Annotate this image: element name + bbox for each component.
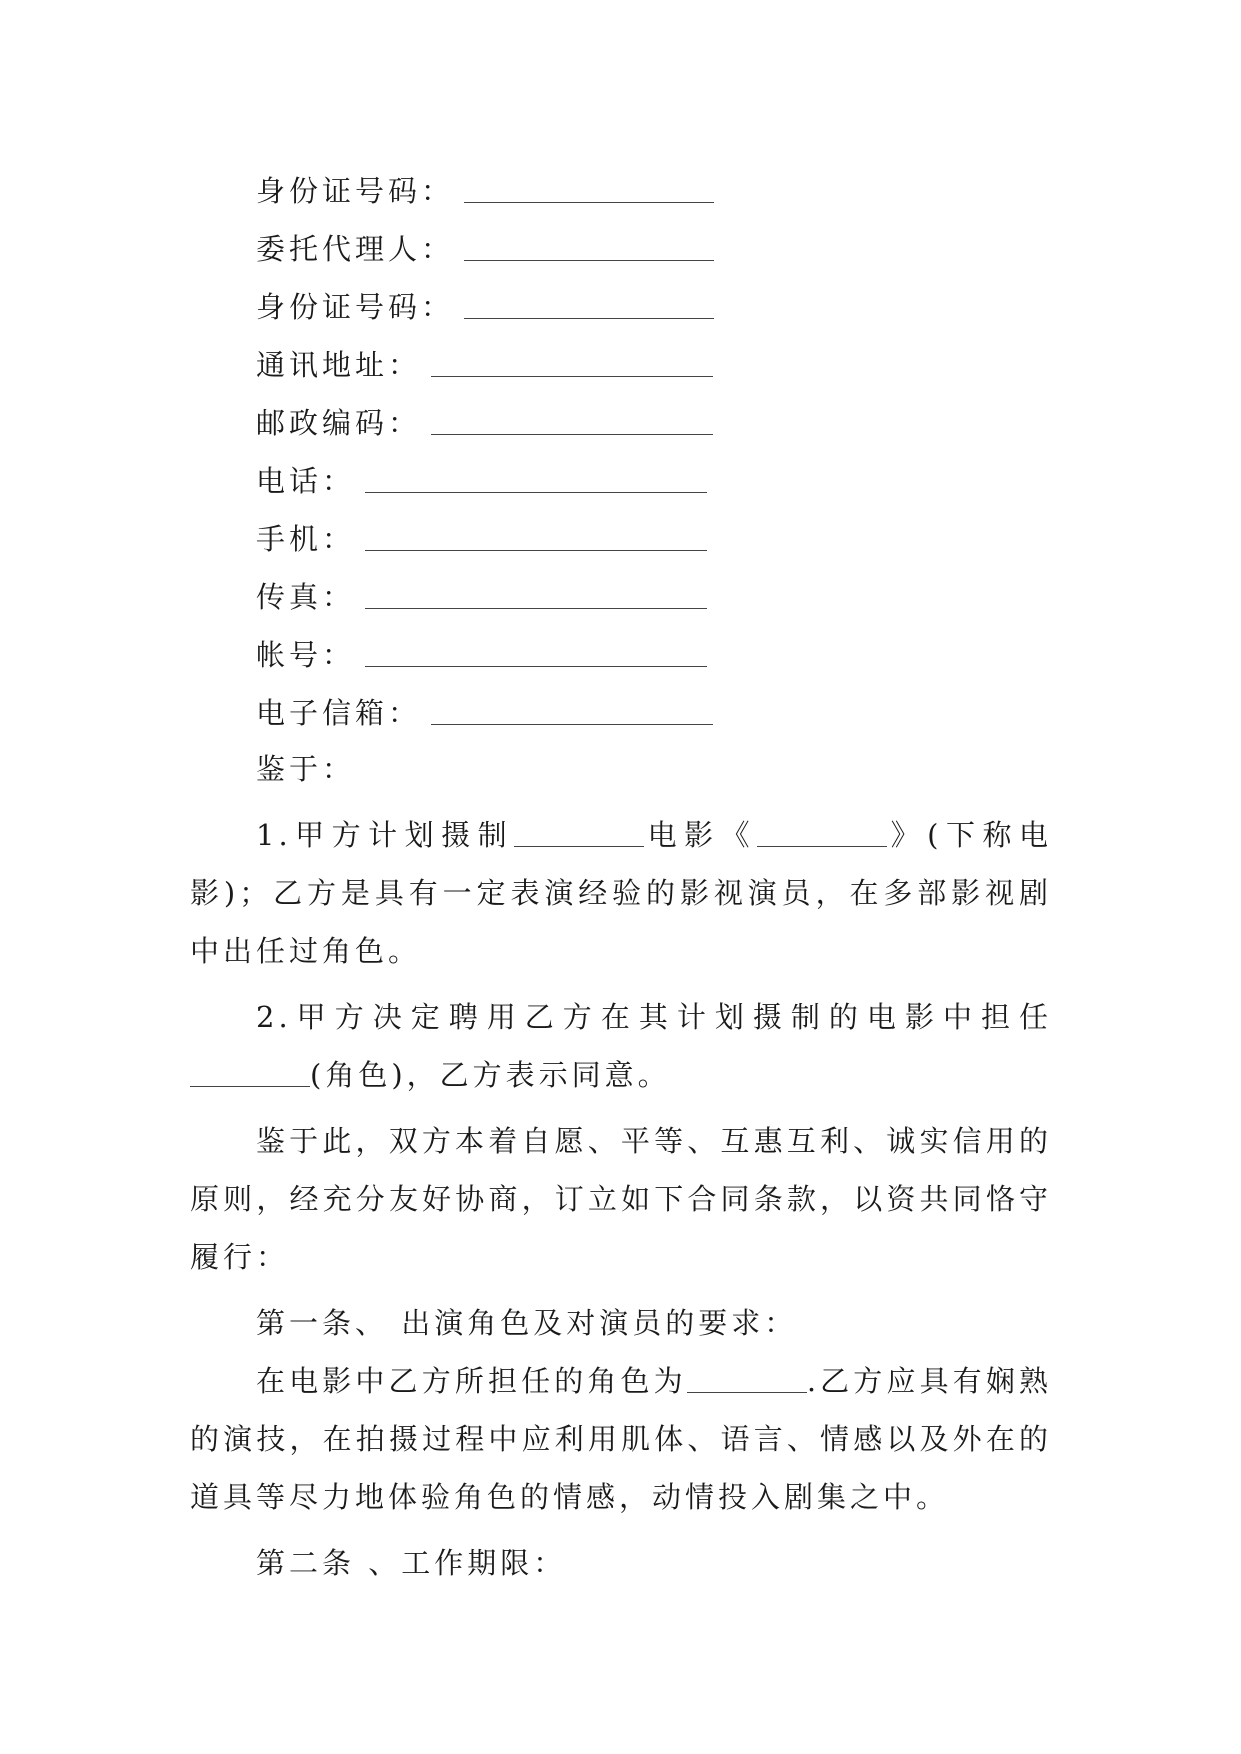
item2-text-a: 2.甲方决定聘用乙方在其计划摄制的电影中担任 — [256, 1000, 1052, 1034]
fill-in-line — [687, 1366, 807, 1393]
fill-in-line — [190, 1060, 310, 1087]
fill-in-line — [464, 176, 714, 203]
fill-in-line — [464, 292, 714, 319]
field-agent-id-number — [190, 276, 1052, 334]
whereas-heading: 鉴于： — [256, 752, 356, 786]
fill-in-line — [365, 524, 707, 551]
article-1-body — [190, 1352, 1052, 1526]
field-label: 帐号： — [256, 637, 356, 672]
field-account — [190, 624, 1052, 682]
field-address — [190, 334, 1052, 392]
field-agent — [190, 218, 1052, 276]
field-fax — [190, 566, 1052, 624]
whereas-item-2 — [190, 988, 1052, 1104]
field-label: 身份证号码： — [256, 173, 455, 208]
article-2-heading: 第二条 、工作期限： — [256, 1546, 567, 1580]
fill-in-line — [431, 408, 713, 435]
field-label: 邮政编码： — [256, 405, 422, 440]
field-mobile — [190, 508, 1052, 566]
field-postcode — [190, 392, 1052, 450]
item2-text-b: (角色)，乙方表示同意。 — [310, 1058, 671, 1092]
fill-in-line — [431, 698, 713, 725]
field-label: 电子信箱： — [256, 695, 422, 730]
field-phone — [190, 450, 1052, 508]
field-label: 电话： — [256, 463, 356, 498]
field-label: 通讯地址： — [256, 347, 422, 382]
fill-in-line — [365, 466, 707, 493]
item1-text-b: 电影《 — [644, 818, 758, 852]
fill-in-line — [464, 234, 714, 261]
fill-in-line — [365, 582, 707, 609]
field-label: 身份证号码： — [256, 289, 455, 324]
fill-in-line — [365, 640, 707, 667]
field-label: 传真： — [256, 579, 356, 614]
field-label: 委托代理人： — [256, 231, 455, 266]
item1-text-c: 》(下称电影)；乙方是具有一定表演经验的影视演员，在多部影视剧中出任过角色。 — [190, 818, 1052, 968]
item1-text-a: 1.甲方计划摄制 — [256, 818, 515, 852]
fill-in-line — [431, 350, 713, 377]
article1-text-b: .乙方应具有娴熟的演技，在拍摄过程中应利用肌体、语言、情感以及外在的道具等尽力地体验角色的情感，动情投入剧集之中。 — [190, 1364, 1052, 1514]
principle-paragraph: 鉴于此，双方本着自愿、平等、互惠互利、诚实信用的原则，经充分友好协商，订立如下合同条款，以资共同恪守履行： — [190, 1124, 1052, 1274]
document-content — [190, 160, 1052, 1592]
article1-text-a: 在电影中乙方所担任的角色为 — [256, 1364, 687, 1398]
fill-in-line — [514, 820, 644, 847]
field-email — [190, 682, 1052, 740]
field-id-number — [190, 160, 1052, 218]
fill-in-line — [757, 820, 887, 847]
whereas-item-1 — [190, 806, 1052, 980]
article-1-heading: 第一条、 出演角色及对演员的要求： — [256, 1306, 798, 1340]
field-label: 手机： — [256, 521, 356, 556]
